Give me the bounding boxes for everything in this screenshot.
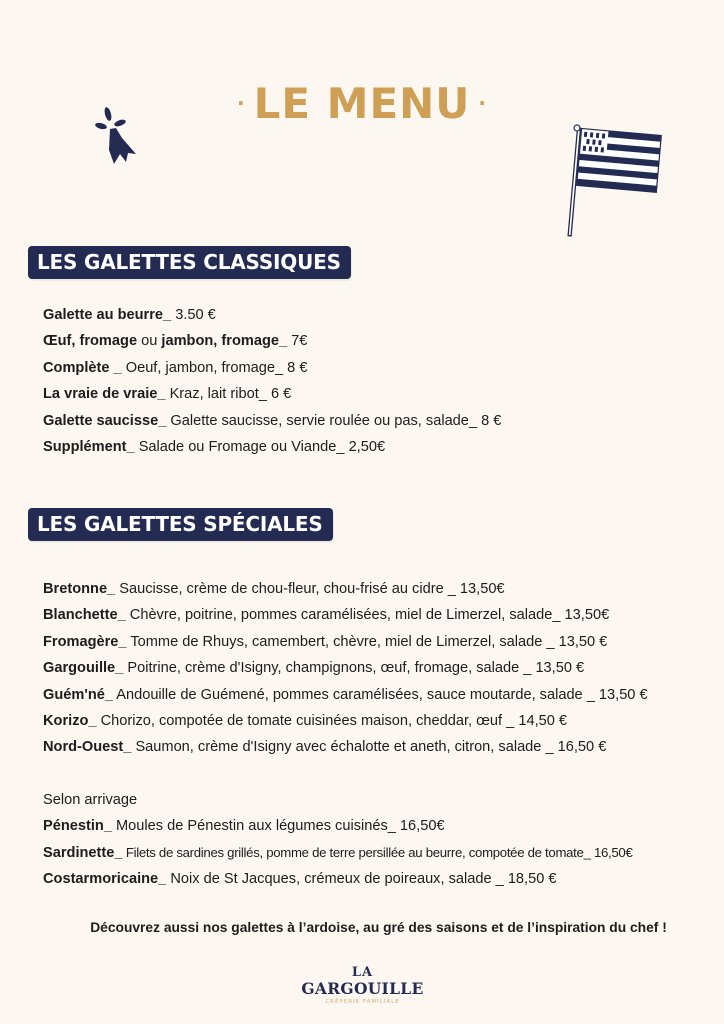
item-desc: 3.50 € [171, 307, 216, 323]
menu-list-classiques [43, 302, 501, 460]
item-name: Complète _ [43, 359, 122, 376]
item-name: Fromagère_ [43, 633, 127, 650]
menu-item [43, 734, 648, 760]
logo-line-2: GARGOUILLE [301, 979, 424, 998]
menu-item [43, 840, 633, 866]
item-desc: ou [137, 333, 162, 350]
menu-item [43, 682, 648, 708]
item-name: La vraie de vraie_ [43, 386, 166, 403]
logo-line-1: LA [351, 965, 374, 980]
item-name: Galette saucisse_ [43, 412, 167, 429]
title-dot-right: · [478, 90, 488, 115]
item-name: Guém'né_ [43, 686, 113, 703]
item-desc: Salade ou Fromage ou Viande_ 2,50€ [134, 439, 386, 456]
menu-item [43, 602, 648, 628]
item-desc: Noix de St Jacques, crémeux de poireaux, salade _ 18,50 € [166, 871, 557, 888]
item-name: Gargouille_ [43, 660, 124, 677]
item-desc: Chorizo, compotée de tomate cuisinées maison, cheddar, œuf _ 14,50 € [96, 713, 568, 730]
item-desc: Kraz, lait ribot_ 6 € [165, 386, 292, 403]
restaurant-logo [290, 966, 435, 1006]
item-name: Korizo_ [43, 713, 97, 730]
menu-list-arrivage [43, 787, 633, 893]
item-desc: Tomme de Rhuys, camembert, chèvre, miel de Limerzel, salade _ 13,50 € [126, 633, 608, 650]
item-desc: Saumon, crème d'Isigny avec échalotte et aneth, citron, salade _ 16,50 € [131, 739, 607, 756]
arrivage-label: Selon arrivage [43, 792, 138, 808]
menu-item [43, 302, 501, 328]
item-name: Sardinette_ [43, 844, 123, 861]
item-desc: Poitrine, crème d'Isigny, champignons, œuf, fromage, salade _ 13,50 € [123, 660, 585, 677]
menu-item [43, 866, 633, 892]
item-name: Pénestin_ [43, 818, 112, 835]
menu-item [43, 813, 633, 839]
item-name: Costarmoricaine_ [43, 871, 167, 888]
item-name: Œuf, fromage [43, 333, 138, 350]
menu-list-speciales [43, 576, 648, 761]
item-name: Bretonne_ [43, 581, 116, 597]
menu-item [43, 629, 648, 655]
title-text: LE MENU [253, 79, 471, 128]
menu-item [43, 408, 501, 434]
menu-item [43, 708, 648, 734]
item-name: Nord-Ouest_ [43, 739, 132, 756]
menu-item [43, 328, 501, 354]
item-desc: Moules de Pénestin aux légumes cuisinés_ 16,50€ [111, 818, 445, 835]
item-name: Blanchette_ [43, 607, 126, 624]
menu-item [43, 355, 501, 381]
menu-item [43, 655, 648, 681]
footer-note: Découvrez aussi nos galettes à l’ardoise, au gré des saisons et de l’inspiration du chef ! [90, 920, 667, 935]
menu-item [43, 576, 648, 602]
logo-tagline: CRÊPERIE FAMILIALE [325, 999, 400, 1005]
item-name: Supplément_ [43, 439, 135, 456]
menu-item [43, 381, 501, 407]
menu-item [43, 434, 501, 460]
item-desc: Oeuf, jambon, fromage_ 8 € [121, 359, 308, 376]
item-name: Galette au beurre_ [43, 307, 172, 323]
item-desc-2: 7€ [287, 333, 308, 350]
breton-flag-icon [565, 120, 670, 242]
section-header-classiques: LES GALETTES CLASSIQUES [28, 246, 351, 279]
item-desc: Galette saucisse, servie roulée ou pas, salade_ 8 € [166, 412, 502, 429]
item-desc: Chèvre, poitrine, pommes caramélisées, miel de Limerzel, salade_ 13,50€ [125, 607, 610, 624]
title-dot-left: · [236, 90, 246, 115]
item-desc: Saucisse, crème de chou-fleur, chou-frisé au cidre _ 13,50€ [115, 581, 505, 597]
item-desc: Andouille de Guémené, pommes caramélisées, sauce moutarde, salade _ 13,50 € [112, 686, 648, 703]
item-desc: Filets de sardines grillés, pomme de terre persillée au beurre, compotée de tomate_ 16,50€ [122, 844, 633, 860]
item-name-2: jambon, fromage_ [161, 333, 288, 350]
section-header-speciales: LES GALETTES SPÉCIALES [28, 508, 333, 541]
ermine-icon [92, 104, 140, 166]
